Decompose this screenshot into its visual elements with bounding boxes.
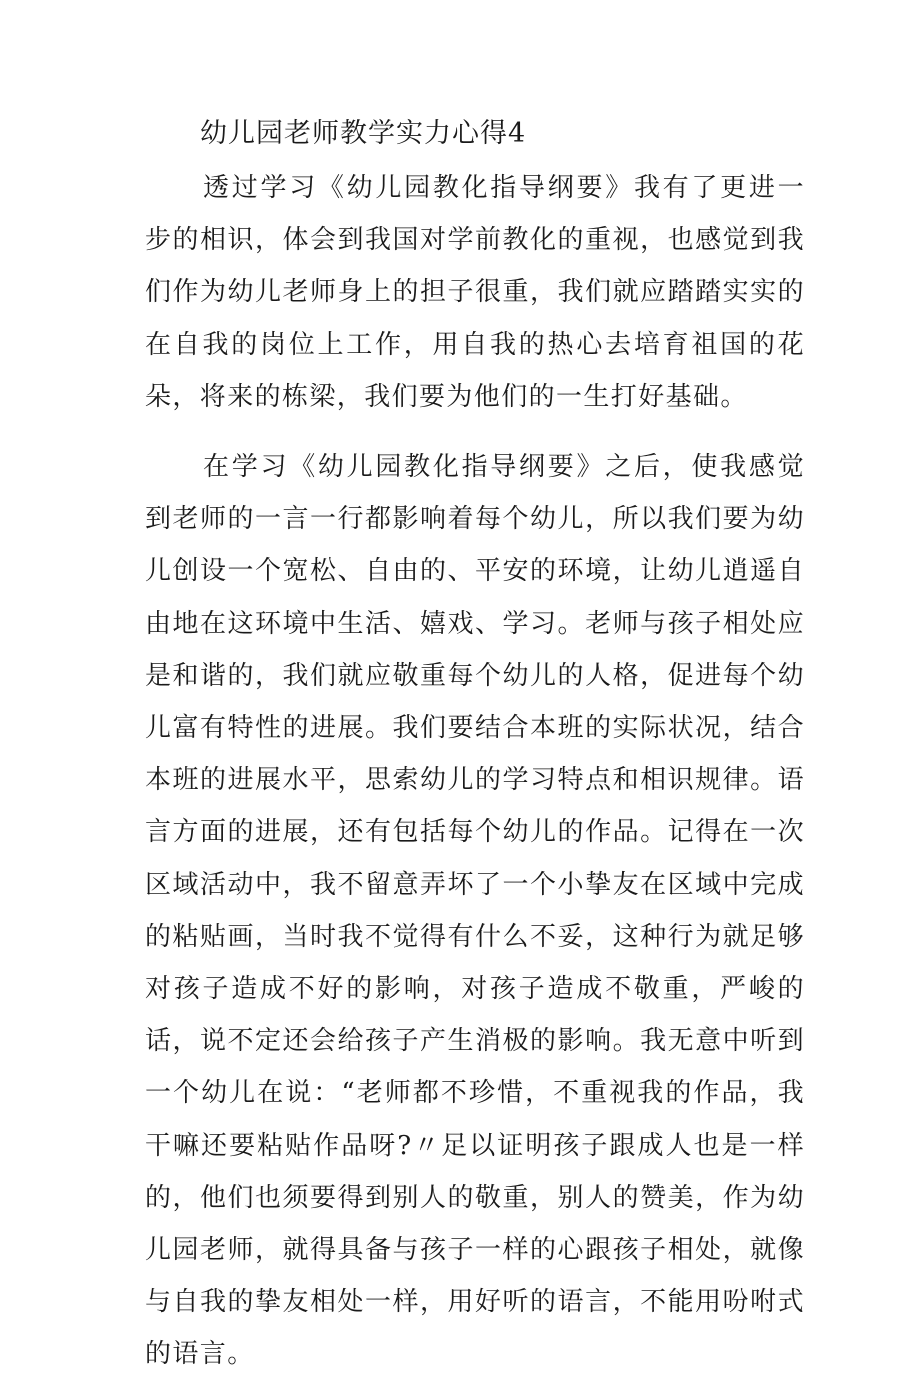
document-title: 幼儿园老师教学实力心得4 <box>200 118 527 149</box>
document-body <box>145 108 805 1399</box>
paragraph-2: 在学习《幼儿园教化指导纲要》之后，使我感觉到老师的一言一行都影响着每个幼儿，所以我们要为幼儿创设一个宽松、自由的、平安的环境，让幼儿逍遥自由地在这环境中生活、嬉戏、学习。老师与孩子相处应是和谐的，我们就应敬重每个幼儿的人格，促进每个幼儿富有特性的进展。我们要结合本班的实际状况，结合本班的进展水平，思索幼儿的学习特点和相识规律。语言方面的进展，还有包括每个幼儿的作品。记得在一次区域活动中，我不留意弄坏了一个小挚友在区域中完成的粘贴画，当时我不觉得有什么不妥，这种行为就足够对孩子造成不好的影响，对孩子造成不敬重，严峻的话，说不定还会给孩子产生消极的影响。我无意中听到一个幼儿在说：“老师都不珍惜，不重视我的作品，我干嘛还要粘贴作品呀?〃足以证明孩子跟成人也是一样的，他们也须要得到别人的敬重，别人的赞美，作为幼儿园老师，就得具备与孩子一样的心跟孩子相处，就像与自我的挚友相处一样，用好听的语言，不能用吩咐式的语言。 <box>145 452 805 1370</box>
paragraph-1: 透过学习《幼儿园教化指导纲要》我有了更进一步的相识，体会到我国对学前教化的重视，也感觉到我们作为幼儿老师身上的担子很重，我们就应踏踏实实的在自我的岗位上工作，用自我的热心去培育祖国的花朵，将来的栋梁，我们要为他们的一生打好基础。 <box>145 173 805 412</box>
